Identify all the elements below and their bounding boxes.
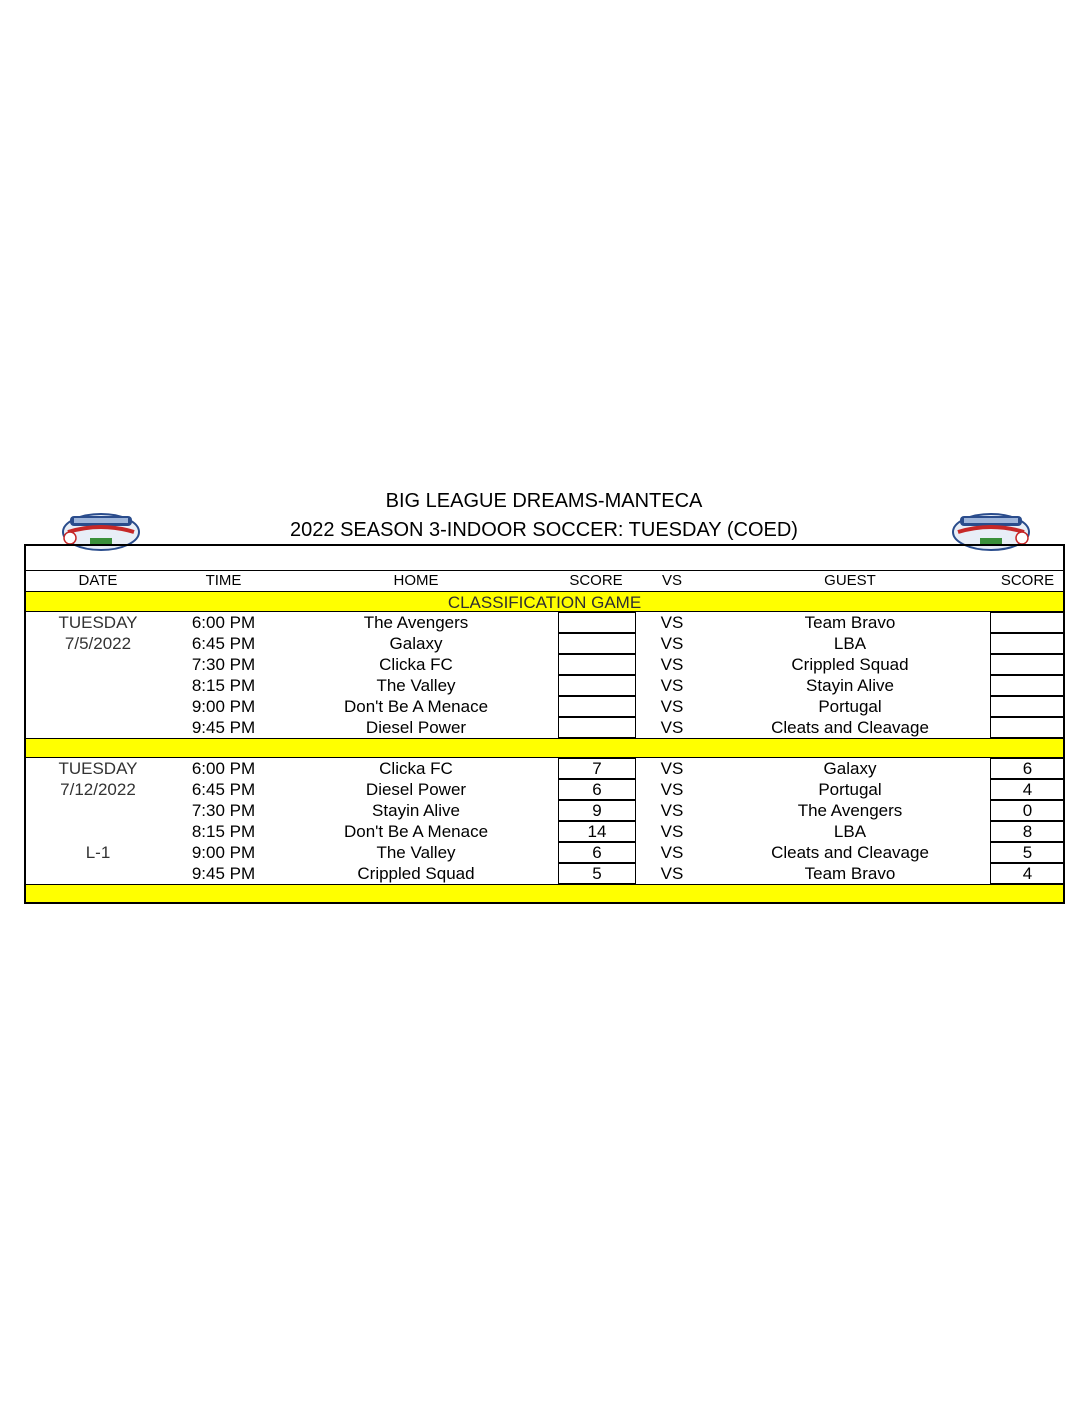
home-score-box[interactable] [558, 717, 636, 738]
home-team: The Valley [376, 843, 456, 862]
classification-banner: CLASSIFICATION GAME [26, 591, 1063, 612]
game-time: 6:00 PM [191, 759, 256, 778]
table-row [26, 633, 1063, 654]
home-team: Galaxy [389, 634, 443, 653]
home-team: Stayin Alive [372, 801, 460, 820]
table-row [26, 654, 1063, 675]
column-header-row [26, 570, 1063, 591]
table-row [26, 696, 1063, 717]
week1-day: TUESDAY [58, 613, 138, 632]
home-team: Diesel Power [365, 780, 467, 799]
guest-team: Portugal [818, 780, 882, 799]
game-time: 9:45 PM [191, 718, 256, 737]
guest-score: 4 [990, 779, 1065, 800]
guest-score: 0 [990, 800, 1065, 821]
game-time: 8:15 PM [191, 676, 256, 695]
home-team: The Avengers [363, 613, 469, 632]
table-row [26, 675, 1063, 696]
home-score-box[interactable] [558, 612, 636, 633]
guest-team: Cleats and Cleavage [771, 718, 929, 737]
vs-label: VS [660, 759, 684, 778]
week2-day: TUESDAY [58, 759, 138, 778]
guest-team: The Avengers [797, 801, 903, 820]
header-home-score: SCORE [569, 572, 623, 589]
game-time: 6:00 PM [191, 613, 256, 632]
guest-team: Crippled Squad [791, 655, 909, 674]
header-date: DATE [78, 572, 118, 589]
table-row [26, 717, 1063, 738]
top-bar [26, 546, 1063, 571]
game-time: 9:00 PM [191, 697, 256, 716]
vs-label: VS [660, 655, 684, 674]
week1-date: 7/5/2022 [64, 634, 132, 653]
page-subtitle: 2022 SEASON 3-INDOOR SOCCER: TUESDAY (COED) [290, 519, 798, 541]
week2-note: L-1 [85, 843, 111, 862]
vs-label: VS [660, 843, 684, 862]
game-time: 9:00 PM [191, 843, 256, 862]
guest-score: 6 [990, 758, 1065, 779]
vs-label: VS [660, 697, 684, 716]
header-guest-score: SCORE [1000, 572, 1055, 589]
vs-label: VS [660, 822, 684, 841]
home-score: 9 [558, 800, 636, 821]
home-score-box[interactable] [558, 675, 636, 696]
home-team: Clicka FC [379, 759, 453, 778]
header-time: TIME [205, 572, 242, 589]
week2-date: 7/12/2022 [60, 780, 136, 799]
guest-team: Galaxy [823, 759, 877, 778]
home-score: 14 [558, 821, 636, 842]
guest-score: 5 [990, 842, 1065, 863]
game-time: 6:45 PM [191, 780, 256, 799]
table-row [26, 863, 1063, 884]
week-separator [26, 738, 1063, 758]
guest-score-box[interactable] [990, 717, 1065, 738]
guest-team: LBA [833, 634, 867, 653]
vs-label: VS [660, 613, 684, 632]
schedule-table [24, 544, 1065, 904]
game-time: 7:30 PM [191, 801, 256, 820]
guest-team: Stayin Alive [806, 676, 894, 695]
home-score: 5 [558, 863, 636, 884]
home-score-box[interactable] [558, 633, 636, 654]
guest-team: Cleats and Cleavage [771, 843, 929, 862]
vs-label: VS [660, 864, 684, 883]
home-team: Don't Be A Menace [343, 822, 489, 841]
table-row [26, 612, 1063, 633]
guest-score-box[interactable] [990, 654, 1065, 675]
header-guest: GUEST [824, 572, 876, 589]
header-home: HOME [393, 572, 439, 589]
guest-team: Team Bravo [804, 864, 896, 883]
game-time: 8:15 PM [191, 822, 256, 841]
game-time: 6:45 PM [191, 634, 256, 653]
guest-score-box[interactable] [990, 675, 1065, 696]
home-team: Crippled Squad [357, 864, 475, 883]
table-row [26, 821, 1063, 842]
home-team: Clicka FC [379, 655, 453, 674]
guest-team: LBA [833, 822, 867, 841]
vs-label: VS [660, 780, 684, 799]
guest-team: Portugal [818, 697, 882, 716]
vs-label: VS [660, 718, 684, 737]
home-score-box[interactable] [558, 654, 636, 675]
vs-label: VS [660, 676, 684, 695]
vs-label: VS [660, 634, 684, 653]
home-score-box[interactable] [558, 696, 636, 717]
table-row [26, 779, 1063, 800]
game-time: 7:30 PM [191, 655, 256, 674]
guest-score: 8 [990, 821, 1065, 842]
table-row [26, 842, 1063, 863]
page-title: BIG LEAGUE DREAMS-MANTECA [385, 490, 703, 512]
bottom-bar [26, 884, 1063, 902]
guest-score-box[interactable] [990, 612, 1065, 633]
home-score: 7 [558, 758, 636, 779]
vs-label: VS [660, 801, 684, 820]
game-time: 9:45 PM [191, 864, 256, 883]
home-team: Diesel Power [365, 718, 467, 737]
home-score: 6 [558, 779, 636, 800]
home-team: The Valley [376, 676, 456, 695]
guest-team: Team Bravo [804, 613, 896, 632]
table-row [26, 758, 1063, 779]
table-row [26, 800, 1063, 821]
home-score: 6 [558, 842, 636, 863]
home-team: Don't Be A Menace [343, 697, 489, 716]
guest-score: 4 [990, 863, 1065, 884]
header-vs: VS [661, 572, 682, 589]
guest-score-box[interactable] [990, 633, 1065, 654]
guest-score-box[interactable] [990, 696, 1065, 717]
